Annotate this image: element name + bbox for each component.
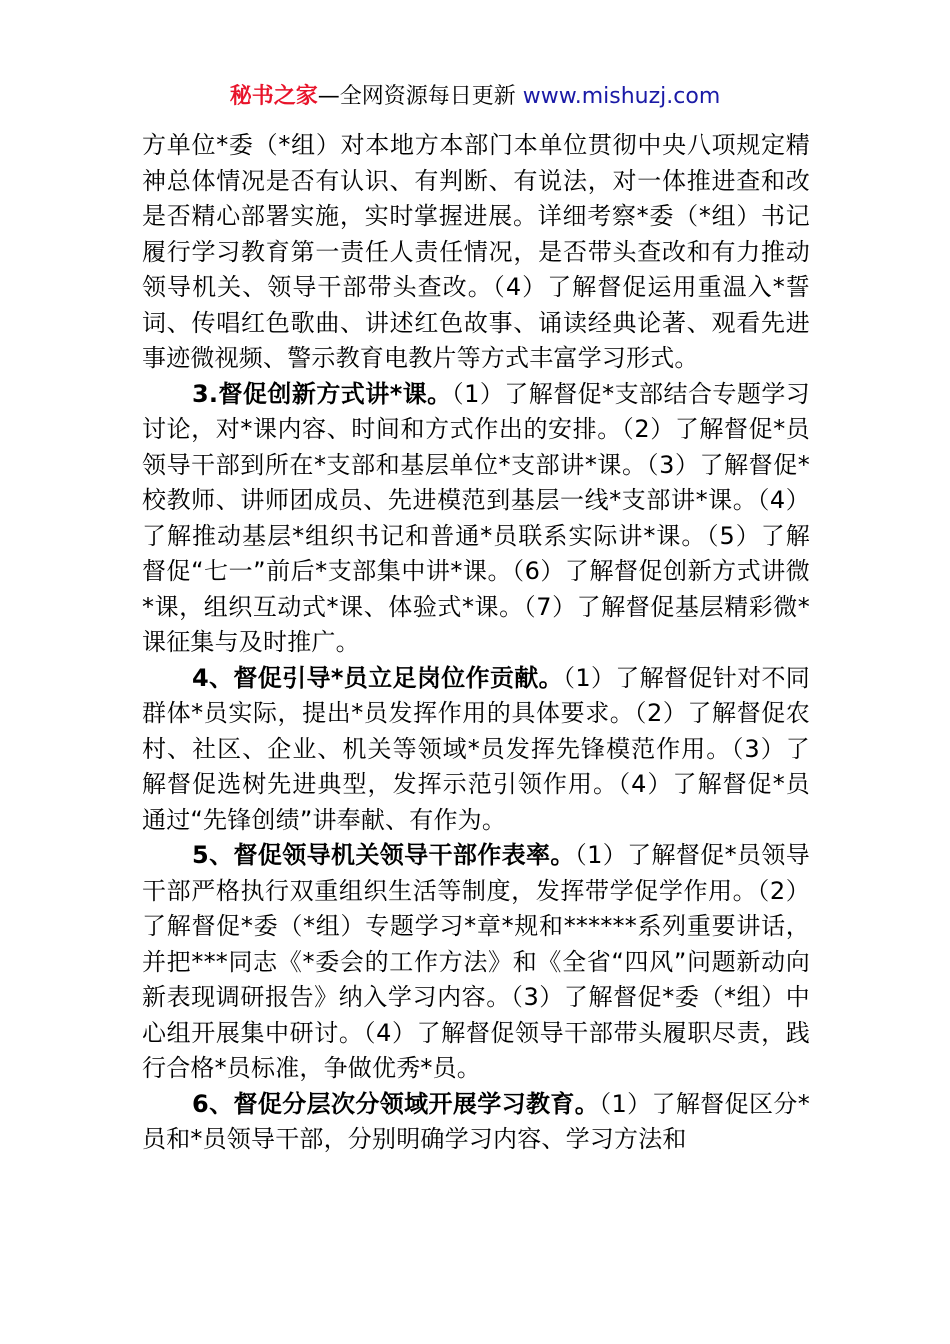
brand-name: 秘书之家 xyxy=(229,84,318,109)
document-body xyxy=(142,128,810,1158)
paragraph-text: （1）了解督促针对不同群体*员实际，提出*员发挥作用的具体要求。（2）了解督促农村、社区、企业、机关等领域*员发挥先锋模范作用。（3）了解督促选树先进典型，发挥示范引领作用。（4）了解督促*员通过“先锋创绩”讲奉献、有作为。 xyxy=(142,663,811,834)
section-heading: 4、督促引导*员立足岗位作贡献。 xyxy=(192,663,563,692)
paragraph-section-3 xyxy=(142,377,810,661)
section-heading: 6、督促分层次分领域开展学习教育。 xyxy=(192,1089,600,1118)
site-header xyxy=(0,82,950,112)
paragraph-text: （1）了解督促区分*员和*员领导干部，分别明确学习内容、学习方法和 xyxy=(142,1089,810,1153)
site-url-link[interactable]: www.mishuzj.com xyxy=(522,84,721,109)
section-heading: 5、督促领导机关领导干部作表率。 xyxy=(192,841,575,869)
paragraph-section-4 xyxy=(142,661,810,839)
section-heading: 3.督促创新方式讲*课。 xyxy=(192,379,452,408)
paragraph-text: （1）了解督促*支部结合专题学习讨论，对*课内容、时间和方式作出的安排。（2）了解督促*员领导干部到所在*支部和基层单位*支部讲*课。（3）了解督促*校教师、讲师团成员、先进模范到基层一线*支部讲*课。（4）了解推动基层*组织书记和普通*员联系实际讲*课。（5）了解督促“七一”前后*支部集中讲*课。（6）了解督促创新方式讲微*课，组织互动式*课、体验式*课。（7）了解督促基层精彩微*课征集与及时推广。 xyxy=(142,379,810,656)
header-tagline: —全网资源每日更新 xyxy=(317,84,516,109)
paragraph-section-5 xyxy=(142,838,810,1087)
paragraph-continuation xyxy=(142,128,810,377)
paragraph-text: 方单位*委（*组）对本地方本部门本单位贯彻中央八项规定精神总体情况是否有认识、有判断、有说法，对一体推进查和改是否精心部署实施，实时掌握进展。详细考察*委（*组）书记履行学习教育第一责任人责任情况，是否带头查改和有力推动领导机关、领导干部带头查改。（4）了解督促运用重温入*誓词、传唱红色歌曲、讲述红色故事、诵读经典论著、观看先进事迹微视频、警示教育电教片等方式丰富学习形式。 xyxy=(142,131,810,372)
paragraph-text: （1）了解督促*员领导干部严格执行双重组织生活等制度，发挥带学促学作用。（2）了解督促*委（*组）专题学习*章*规和******系列重要讲话，并把***同志《*委会的工作方法》和《全省“四风”问题新动向新表现调研报告》纳入学习内容。（3）了解督促*委（*组）中心组开展集中研讨。（4）了解督促领导干部带头履职尽责，践行合格*员标准，争做优秀*员。 xyxy=(142,841,810,1082)
paragraph-section-6 xyxy=(142,1087,810,1158)
